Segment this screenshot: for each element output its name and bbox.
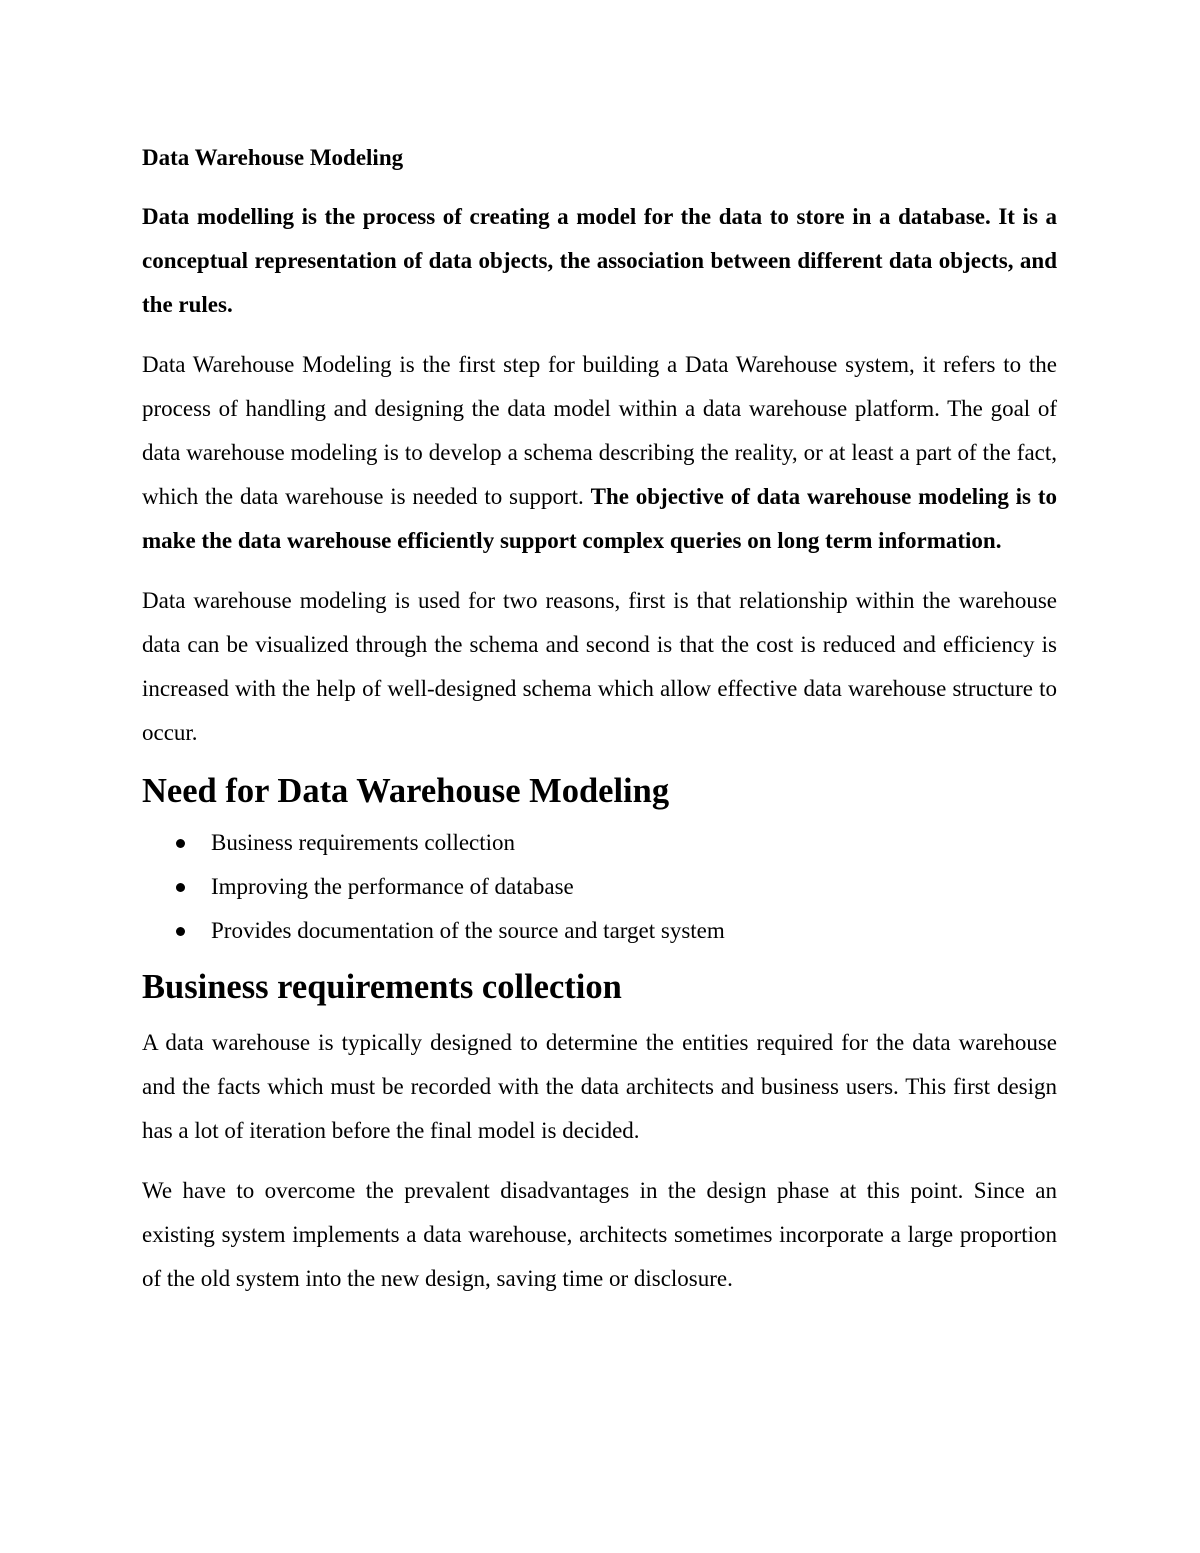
- list-item: [142, 865, 1057, 909]
- paragraph-modeling-reasons: Data warehouse modeling is used for two reasons, first is that relationship within the warehouse data can be visualized through the schema and second is that the cost is reduced and efficiency is increased with the help of well-designed schema which allow effective data warehouse structure to occur.: [142, 588, 1057, 745]
- paragraph-modeling-overview: [142, 343, 1057, 563]
- document-body: [142, 140, 1057, 1301]
- need-heading: Need for Data Warehouse Modeling: [142, 772, 670, 810]
- bullet-icon: [176, 839, 185, 848]
- list-item-text: Improving the performance of database: [211, 874, 574, 899]
- brc-heading: Business requirements collection: [142, 968, 622, 1006]
- list-item-text: Business requirements collection: [211, 830, 516, 855]
- paragraph-brc-overcome: We have to overcome the prevalent disadvantages in the design phase at this point. Since an existing system implements a data warehouse, architects sometimes incorporate a large proportion of the old system into the new design, saving time or disclosure.: [142, 1178, 1057, 1291]
- bullet-icon: [176, 883, 185, 892]
- paragraph-brc-design: A data warehouse is typically designed to determine the entities required for the data warehouse and the facts which must be recorded with the data architects and business users. This first design has a lot of iteration before the final model is decided.: [142, 1030, 1057, 1143]
- list-item: [142, 821, 1057, 865]
- paragraph-modeling-overview-text: Data Warehouse Modeling is the first step for building a Data Warehouse system, it refers to the process of handling and designing the data model within a data warehouse platform. The goal of data warehouse modeling is to develop a schema describing the reality, or at least a part of the fact, which the data warehouse is needed to support.: [142, 352, 1057, 509]
- bullet-icon: [176, 927, 185, 936]
- intro-paragraph: Data modelling is the process of creating a model for the data to store in a database. It is a conceptual representation of data objects, the association between different data objects, and the rules.: [142, 204, 1057, 317]
- document-title: Data Warehouse Modeling: [142, 145, 404, 170]
- list-item-text: Provides documentation of the source and target system: [211, 918, 725, 943]
- need-list: [142, 821, 1057, 953]
- paragraph-modeling-objective: The objective of data warehouse modeling is to make the data warehouse efficiently support complex queries on long term information.: [142, 484, 1057, 553]
- list-item: [142, 909, 1057, 953]
